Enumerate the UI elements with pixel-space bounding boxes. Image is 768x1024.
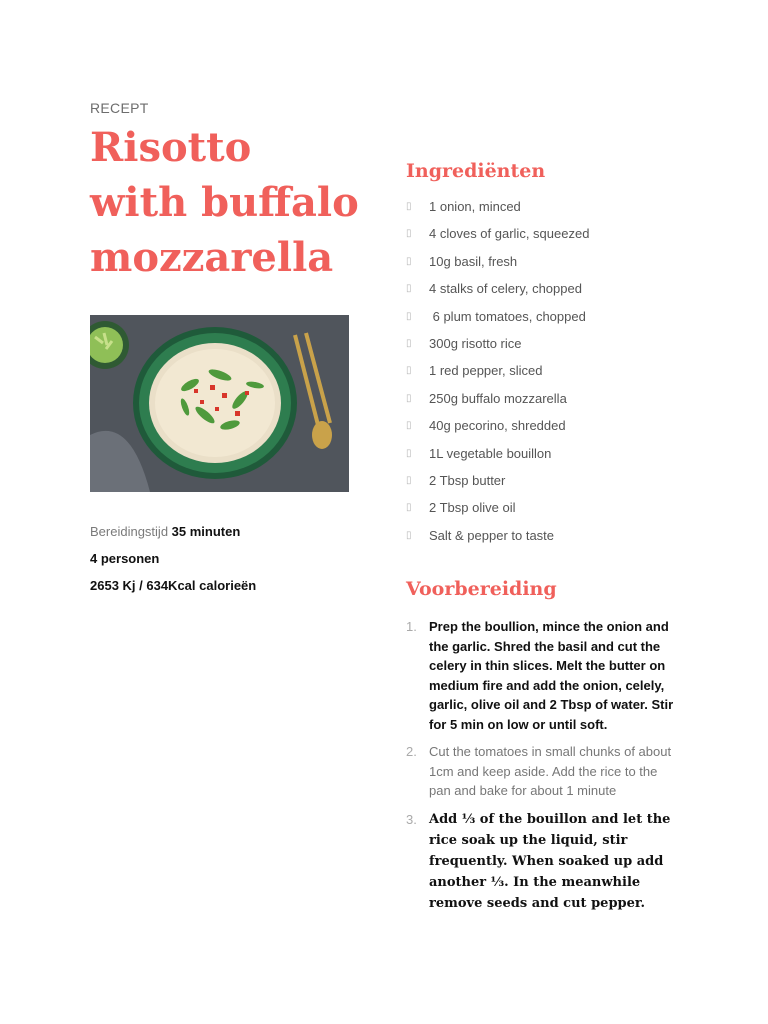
- ingredient-item: ▯ 1 red pepper, sliced: [406, 363, 543, 379]
- ingredient-item: ▯ 4 cloves of garlic, squeezed: [406, 226, 590, 242]
- step-number: 1.: [406, 619, 417, 634]
- bullet-icon: ▯: [406, 420, 412, 432]
- bullet-icon: ▯: [406, 392, 412, 404]
- preparation-steps: [406, 617, 676, 922]
- prep-time: [90, 524, 370, 539]
- ingredient-item: ▯ 2 Tbsp butter: [406, 472, 506, 488]
- bullet-icon: ▯: [406, 502, 412, 514]
- ingredient-item: ▯ 10g basil, fresh: [406, 253, 518, 269]
- bullet-icon: ▯: [406, 228, 412, 240]
- energy: [90, 578, 370, 593]
- ingredient-item: ▯ 2 Tbsp olive oil: [406, 500, 516, 516]
- step-item: [406, 617, 676, 734]
- ingredient-item: ▯ 4 stalks of celery, chopped: [406, 281, 582, 297]
- step-text: Cut the tomatoes in small chunks of about 1cm and keep aside. Add the rice to the pan and bake for about 1 minute: [429, 744, 672, 798]
- bullet-icon: ▯: [406, 255, 412, 267]
- step-text: Prep the boullion, mince the onion and the garlic. Shred the basil and cut the celery in thin slices. Melt the butter on medium fire and add the onion, celely, garlic, olive oil and 2 Tbsp of water. Stir for 5 min on low or until soft.: [429, 619, 674, 732]
- bullet-icon: ▯: [406, 283, 412, 295]
- step-text: Add ⅓ of the bouillon and let the rice soak up the liquid, stir frequently. When soaked up add another ⅓. In the meanwhile remove seeds and cut pepper.: [429, 811, 671, 911]
- prep-time-label: Bereidingstijd: [90, 524, 169, 539]
- ingredient-item: ▯ 6 plum tomatoes, chopped: [406, 308, 586, 324]
- bullet-icon: ▯: [406, 201, 412, 212]
- step-number: 3.: [406, 811, 417, 827]
- ingredient-item: ▯ 250g buffalo mozzarella: [406, 390, 567, 406]
- ingredient-item: ▯ Salt & pepper to taste: [406, 527, 555, 543]
- bullet-icon: ▯: [406, 447, 412, 459]
- ingredient-item: ▯ 1 onion, minced: [406, 199, 521, 214]
- bullet-icon: ▯: [406, 474, 412, 486]
- ingredient-item: ▯ 300g risotto rice: [406, 335, 522, 351]
- recipe-title: Risotto with buffalo mozzarella: [90, 124, 359, 281]
- ingredient-item: ▯ 1L vegetable bouillon: [406, 445, 552, 461]
- ingredient-item: ▯ 40g pecorino, shredded: [406, 418, 566, 434]
- bullet-icon: ▯: [406, 529, 412, 541]
- preparation-heading: Voorbereiding: [406, 578, 557, 600]
- prep-time-value: 35 minuten: [171, 524, 241, 539]
- energy-value: 2653 Kj / 634Kcal calorieën: [90, 578, 257, 593]
- recipe-kicker: RECEPT: [90, 100, 149, 116]
- bullet-icon: ▯: [406, 365, 412, 377]
- ingredients-heading: Ingrediënten: [406, 160, 546, 182]
- step-number: 2.: [406, 744, 417, 759]
- servings-value: 4 personen: [90, 551, 160, 566]
- ingredients-list: [406, 198, 706, 554]
- step-item: [406, 742, 676, 801]
- bullet-icon: ▯: [406, 337, 412, 349]
- bullet-icon: ▯: [406, 310, 412, 322]
- servings: [90, 551, 370, 566]
- risotto-photo: [90, 315, 349, 492]
- step-item: [406, 809, 676, 914]
